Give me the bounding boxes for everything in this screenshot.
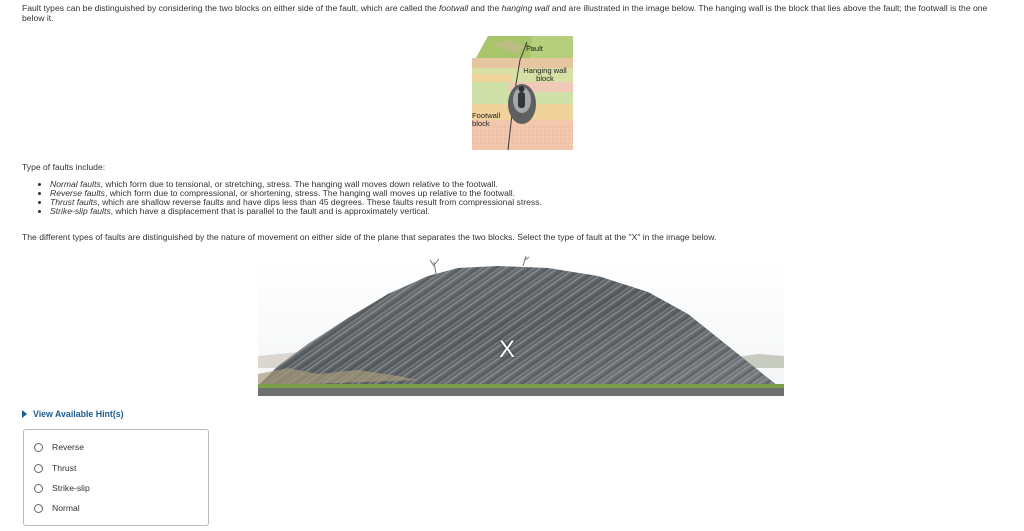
- view-hints-label: View Available Hint(s): [33, 409, 124, 419]
- hanging-wall-label: Hanging wall block: [523, 66, 567, 83]
- fault-type-term: Normal faults: [50, 179, 101, 189]
- fault-label: Fault: [526, 44, 543, 53]
- question-text: The different types of faults are distinguished by the nature of movement on either side of the plane that separates the two blocks. Select the type of fault at the "X" in the image below.: [22, 232, 717, 242]
- fault-type-description: , which have a displacement that is parallel to the fault and is approximately vertical.: [110, 206, 430, 216]
- outcrop-image: [258, 256, 784, 396]
- option-thrust[interactable]: [34, 462, 76, 474]
- triangle-right-icon: [22, 410, 27, 418]
- option-label: Normal: [52, 503, 80, 513]
- intro-paragraph: [22, 3, 1012, 23]
- hanging-wall-term: hanging wall: [501, 3, 550, 13]
- radio-button[interactable]: [34, 504, 43, 513]
- view-hints-link[interactable]: [22, 408, 124, 420]
- option-label: Thrust: [52, 463, 77, 473]
- fault-type-description: , which form due to compressional, or shortening, stress. The hanging wall moves up relative to the footwall.: [104, 188, 516, 198]
- fault-types-list: [50, 180, 542, 216]
- fault-block-diagram: [472, 34, 573, 150]
- footwall-label: Footwall block: [472, 111, 501, 128]
- intro-text-3: and are illustrated in the image below. The hanging wall is the block that lies above the fault; the footwall is the one below it.: [22, 3, 988, 23]
- list-item: [50, 207, 542, 216]
- intro-text-1: Fault types can be distinguished by considering the two blocks on either side of the fault, which are called the: [22, 3, 440, 13]
- option-strike-slip[interactable]: [34, 482, 90, 494]
- fault-type-description: , which are shallow reverse faults and have dips less than 45 degrees. These faults result from compressional stress.: [97, 197, 542, 207]
- radio-button[interactable]: [34, 464, 43, 473]
- option-label: Reverse: [52, 442, 84, 452]
- radio-button[interactable]: [34, 443, 43, 452]
- outcrop-photo: [258, 256, 784, 396]
- fault-marker-x: X: [499, 336, 516, 363]
- fault-type-term: Thrust faults: [50, 197, 98, 207]
- option-label: Strike-slip: [52, 483, 90, 493]
- option-normal[interactable]: [34, 502, 80, 514]
- types-heading: Type of faults include:: [22, 162, 106, 172]
- radio-button[interactable]: [34, 484, 43, 493]
- footwall-term: footwall: [439, 3, 469, 13]
- intro-text-2: and the: [468, 3, 502, 13]
- option-reverse[interactable]: [34, 441, 84, 453]
- fault-type-term: Reverse faults: [50, 188, 105, 198]
- fault-type-term: Strike-slip faults: [50, 206, 111, 216]
- answer-choices: [23, 429, 209, 526]
- fault-type-description: , which form due to tensional, or stretching, stress. The hanging wall moves down relative to the footwall.: [100, 179, 498, 189]
- fault-block-illustration: [472, 34, 573, 150]
